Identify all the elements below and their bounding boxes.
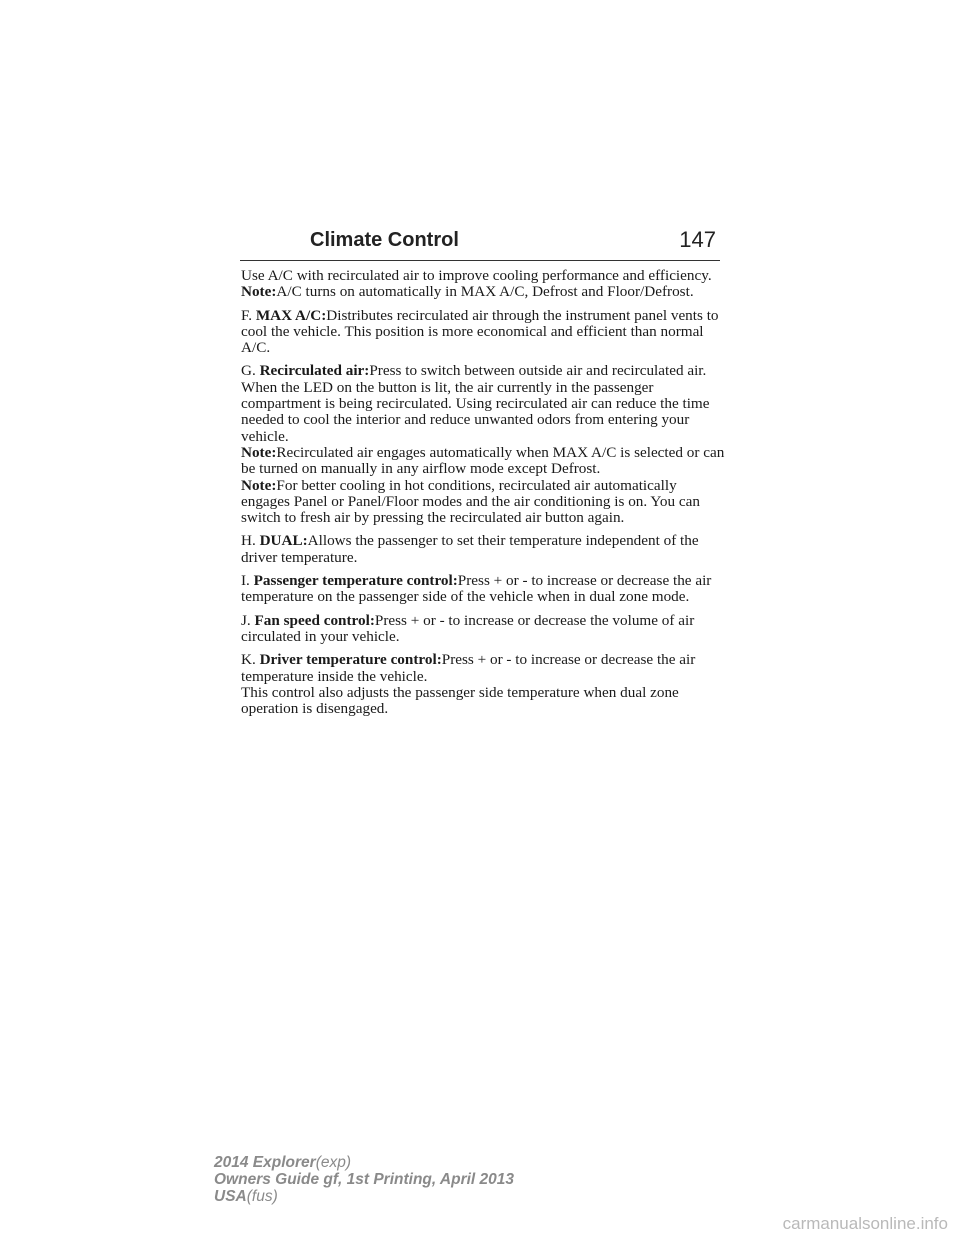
- item-j-fan-speed: [241, 613, 725, 646]
- item-letter: K.: [241, 651, 256, 669]
- page-content: [241, 268, 725, 724]
- item-text: Distributes recirculated air through the instrument panel vents to cool the vehicle. This position is more economical and efficient than normal A/C.: [241, 306, 719, 357]
- item-label: Driver temperature control:: [259, 651, 442, 669]
- footer-line-printing: Owners Guide gf, 1st Printing, April 2013: [214, 1171, 515, 1188]
- footer-line-model: 2014 Explorer(exp): [214, 1154, 352, 1171]
- intro-paragraph: Use A/C with recirculated air to improve cooling performance and efficiency.: [241, 267, 712, 284]
- item-g-recirculated-air: [241, 363, 725, 444]
- note-hot-conditions: [241, 478, 725, 527]
- item-h-dual: [241, 533, 725, 566]
- page-header: [240, 226, 720, 261]
- note-label: Note:: [241, 283, 277, 301]
- document-footer: [214, 1154, 514, 1205]
- item-letter: H.: [241, 532, 256, 550]
- item-letter: J.: [241, 611, 251, 629]
- item-text: Press + or - to increase or decrease the volume of air circulated in your vehicle.: [241, 611, 695, 645]
- note-ac-auto: [241, 284, 725, 300]
- note-text: Recirculated air engages automatically when MAX A/C is selected or can be turned on manually in any airflow mode except Defrost.: [241, 443, 725, 478]
- note-text: For better cooling in hot conditions, recirculated air automatically engages Panel or Panel/Floor modes and the air conditioning is on. You can switch to fresh air by pressing the recirculated air button again.: [241, 476, 700, 527]
- item-label: Fan speed control:: [254, 611, 375, 629]
- note-text: A/C turns on automatically in MAX A/C, Defrost and Floor/Defrost.: [276, 283, 694, 301]
- closing-paragraph: This control also adjusts the passenger side temperature when dual zone operation is disengaged.: [241, 683, 679, 718]
- item-text: Allows the passenger to set their temperature independent of the driver temperature.: [241, 532, 699, 566]
- item-text: Press + or - to increase or decrease the air temperature inside the vehicle.: [241, 651, 696, 685]
- item-letter: G.: [241, 362, 256, 380]
- item-label: MAX A/C:: [255, 306, 327, 324]
- note-label: Note:: [241, 476, 277, 494]
- note-recirc-auto: [241, 445, 725, 478]
- item-f-max-ac: [241, 308, 725, 357]
- watermark-text: carmanualsonline.info: [782, 1214, 948, 1233]
- section-title: Climate Control: [310, 229, 459, 251]
- item-label: DUAL:: [259, 532, 308, 550]
- item-k-driver-temp: [241, 652, 725, 685]
- footer-line-market: USA(fus): [214, 1188, 278, 1205]
- item-text: Press to switch between outside air and recirculated air. When the LED on the button is lit, the air currently in the passenger compartment is being recirculated. Using recirculated air can reduce the time needed to cool the interior and reduce unwanted odors from entering your vehicle.: [241, 362, 710, 445]
- item-label: Recirculated air:: [259, 362, 370, 380]
- item-text: Press + or - to increase or decrease the air temperature on the passenger side of the vehicle when in dual zone mode.: [241, 572, 712, 606]
- item-letter: I.: [241, 572, 250, 590]
- note-label: Note:: [241, 443, 277, 461]
- item-i-passenger-temp: [241, 573, 725, 606]
- item-label: Passenger temperature control:: [253, 572, 458, 590]
- item-letter: F.: [241, 306, 253, 324]
- page-number: 147: [679, 227, 716, 252]
